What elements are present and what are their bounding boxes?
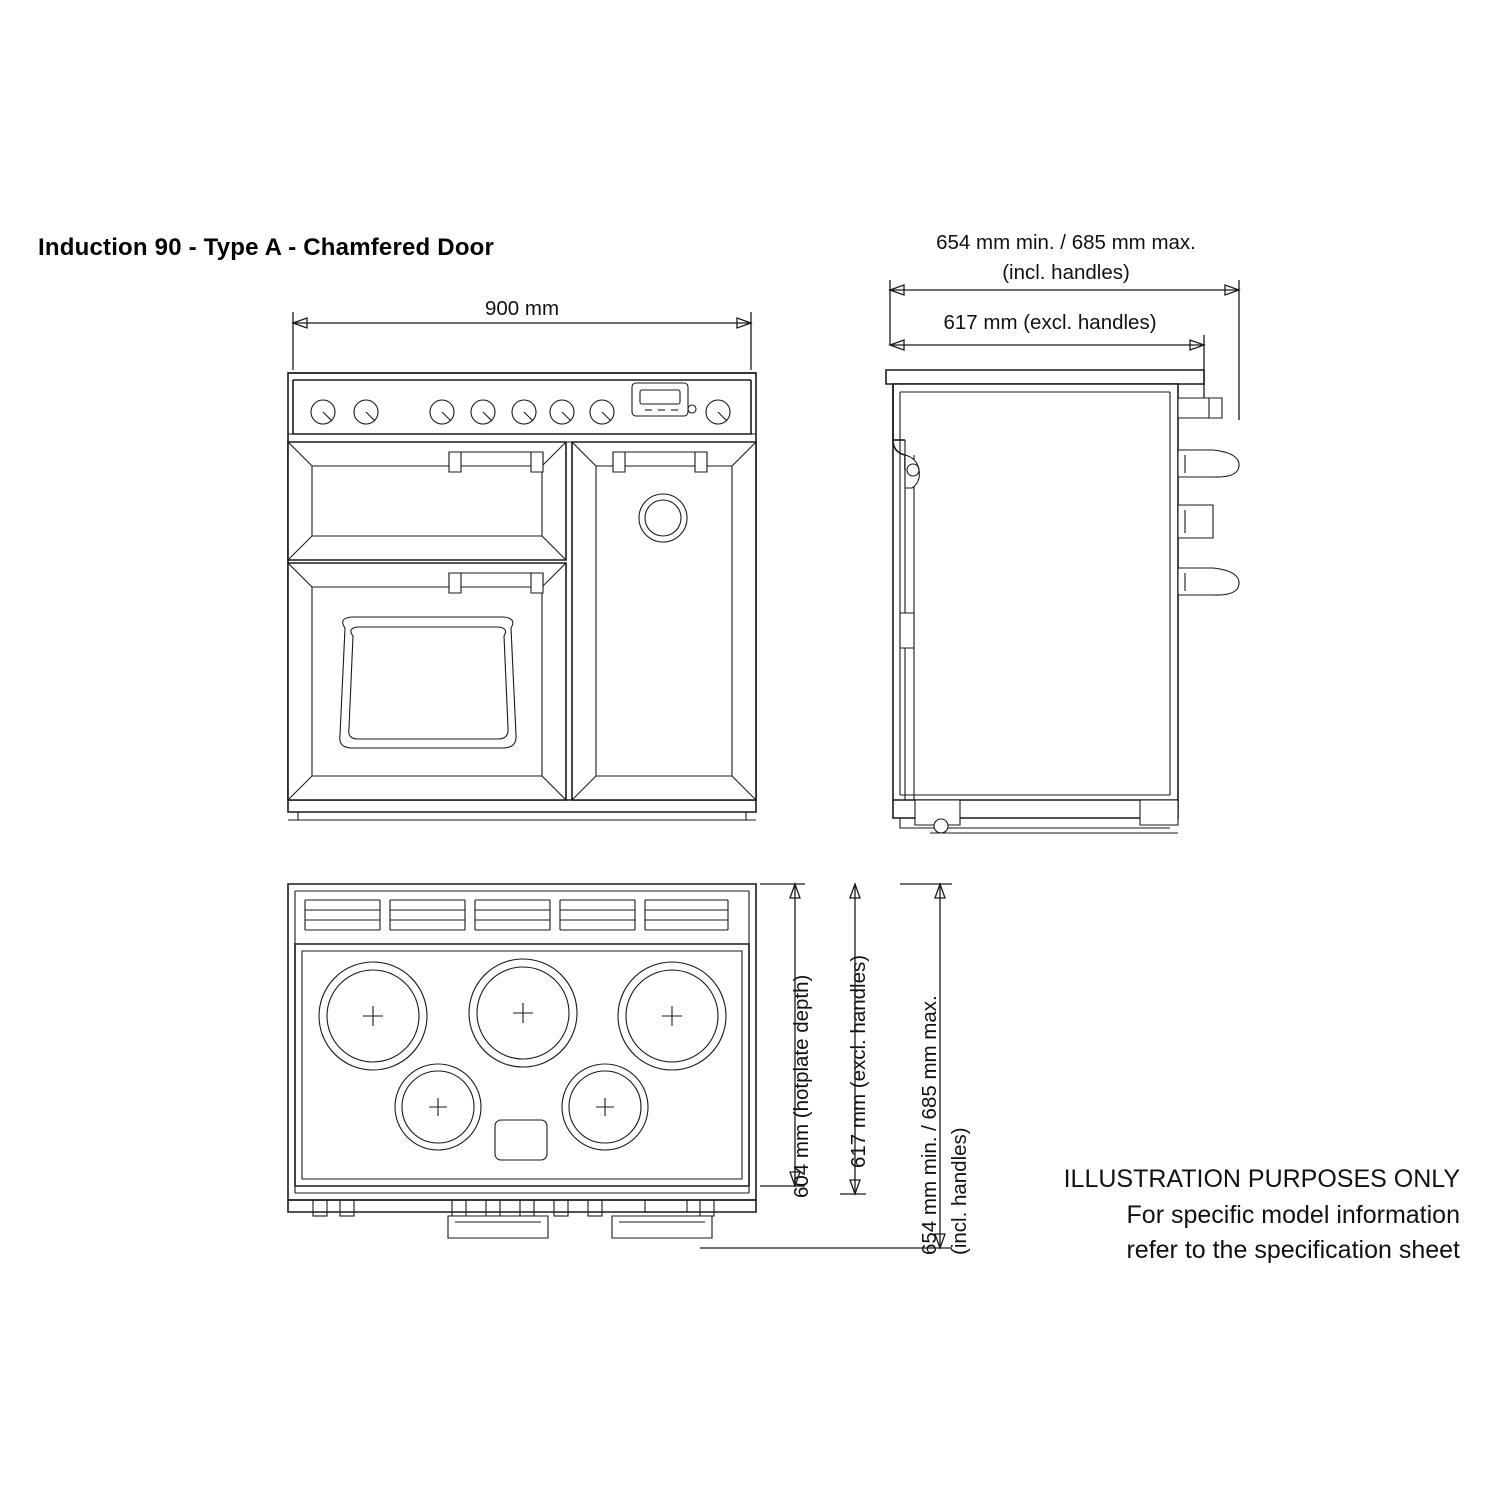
front-right-oven-door	[572, 442, 756, 800]
front-width-label: 900 mm	[484, 297, 560, 320]
plan-depth-incl-handles-dimension	[700, 884, 952, 1248]
side-depth-excl-handles-dimension	[890, 335, 1204, 400]
disclaimer-line-3: refer to the specification sheet	[1126, 1236, 1460, 1264]
front-timer-display	[632, 383, 696, 416]
front-left-top-oven-door	[288, 442, 566, 560]
plan-induction-zones	[319, 959, 726, 1160]
side-depth-incl-handles-label-line2: (incl. handles)	[1002, 261, 1130, 284]
side-view-figure	[886, 280, 1239, 833]
page-title: Induction 90 - Type A - Chamfered Door	[38, 234, 495, 261]
plan-depth-incl-handles-label-line1: 654 mm min. / 685 mm max.	[918, 995, 941, 1255]
plan-rear-vent-slots	[305, 900, 728, 930]
front-view-figure	[288, 312, 756, 820]
plan-depth-incl-handles-label-line2: (incl. handles)	[948, 1127, 971, 1255]
plan-front-knob-spindles	[313, 1200, 714, 1216]
disclaimer-line-2: For specific model information	[1126, 1200, 1460, 1229]
side-rear-handles	[1178, 398, 1239, 595]
side-depth-excl-handles-label: 617 mm (excl. handles)	[943, 311, 1157, 334]
plan-depth-excl-handles-label: 617 mm (excl. handles)	[847, 954, 870, 1168]
front-control-knobs	[311, 400, 730, 424]
front-left-bottom-oven-door	[288, 563, 566, 800]
side-depth-incl-handles-dimension	[890, 280, 1239, 420]
side-depth-incl-handles-label-line1: 654 mm min. / 685 mm max.	[936, 231, 1196, 254]
plan-door-handles	[448, 1216, 712, 1238]
disclaimer-block	[1064, 1162, 1460, 1269]
disclaimer-line-1: ILLUSTRATION PURPOSES ONLY	[1063, 1165, 1460, 1193]
plan-hotplate-depth-label: 604 mm (hotplate depth)	[790, 974, 813, 1198]
